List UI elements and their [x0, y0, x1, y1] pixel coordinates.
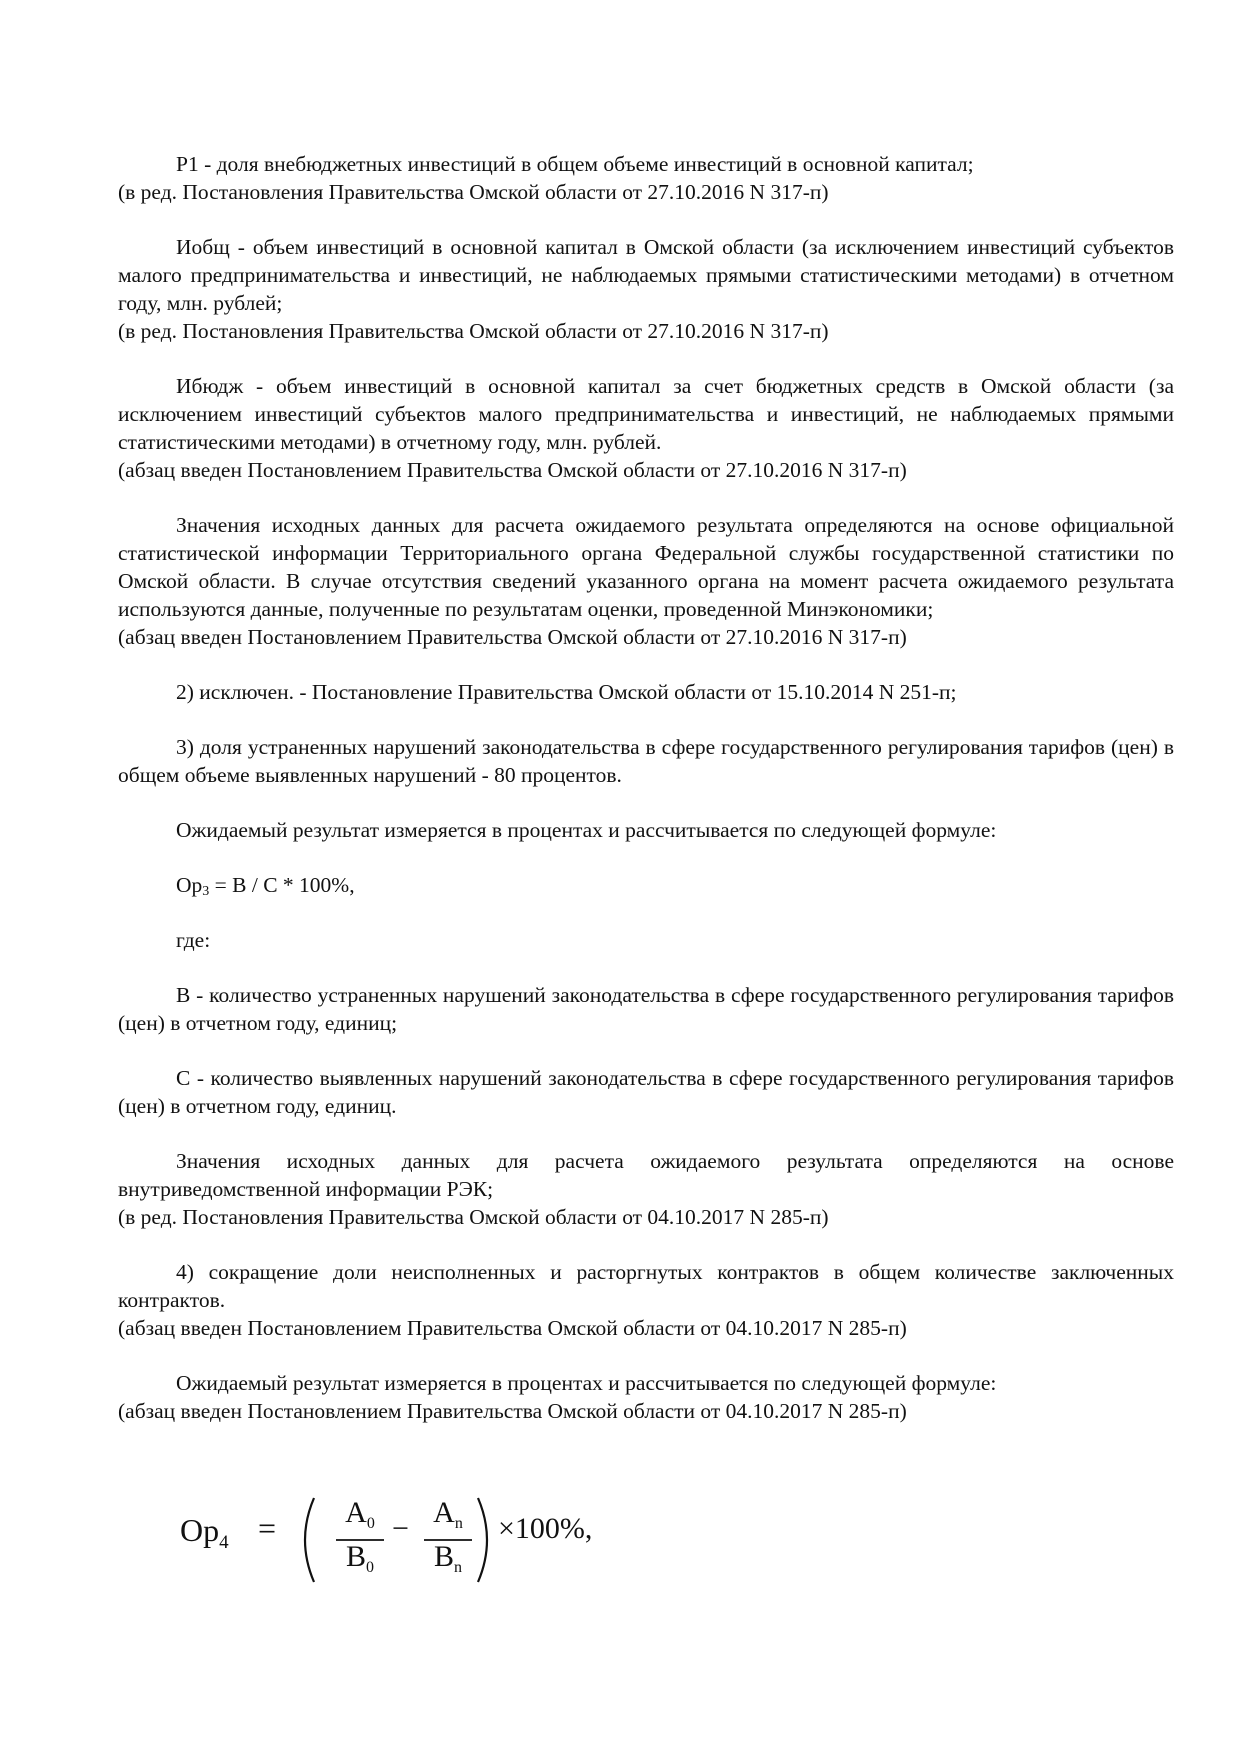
fraction-a0-b0: [338, 1496, 382, 1578]
paragraph-b-definition: В - количество устраненных нарушений законодательства в сфере государственного регулирования тарифов (цен) в отчетном году, единиц;: [118, 983, 1174, 1035]
amendment-note: (в ред. Постановления Правительства Омской области от 04.10.2017 N 285-п): [118, 1205, 829, 1229]
fraction-an-bn: [426, 1496, 470, 1578]
formula-op3-rest: = В / С * 100%,: [209, 873, 355, 897]
formula-op4: [180, 1490, 600, 1590]
amendment-note: (в ред. Постановления Правительства Омской области от 27.10.2016 N 317-п): [118, 180, 829, 204]
paragraph-formula-intro: Ожидаемый результат измеряется в процентах и рассчитывается по следующей формуле:: [176, 818, 997, 842]
fraction-an: [426, 1496, 470, 1534]
num2-sub: n: [454, 1515, 463, 1532]
amendment-note: (абзац введен Постановлением Правительства Омской области от 04.10.2017 N 285-п): [118, 1316, 907, 1340]
formula-tail: ×100%,: [498, 1512, 593, 1545]
num1: А: [345, 1496, 367, 1529]
fraction-bn: [426, 1540, 470, 1578]
right-paren: [478, 1498, 487, 1582]
paragraph-c-definition: С - количество выявленных нарушений законодательства в сфере государственного регулирования тарифов (цен) в отчетном году, единиц.: [118, 1066, 1174, 1118]
amendment-note: (в ред. Постановления Правительства Омской области от 27.10.2016 N 317-п): [118, 319, 829, 343]
formula-op4-lhs-text: Ор: [180, 1512, 220, 1548]
paragraph-where: где:: [176, 928, 211, 952]
den1-sub: 0: [366, 1559, 374, 1576]
den2: В: [433, 1540, 454, 1573]
formula-op3-prefix: Ор: [176, 873, 203, 897]
left-paren: [305, 1498, 314, 1582]
paragraph-source-rek: Значения исходных данных для расчета ожидаемого результата определяются на основе внутриведомственной информации РЭК;: [118, 1149, 1174, 1201]
formula-op4-lhs: [180, 1512, 229, 1561]
fraction-a0: [338, 1496, 382, 1534]
paragraph-formula-intro-2: Ожидаемый результат измеряется в процентах и рассчитывается по следующей формуле:: [176, 1371, 997, 1395]
num1-sub: 0: [366, 1515, 375, 1532]
formula-op4-lhs-sub: 4: [219, 1532, 229, 1553]
paragraph-item-3: 3) доля устраненных нарушений законодательства в сфере государственного регулирования тарифов (цен) в общем объеме выявленных нарушений - 80 процентов.: [118, 735, 1174, 787]
den1: В: [345, 1540, 366, 1573]
formula-op3: [118, 871, 1174, 899]
paragraph-ibudzh: Ибюдж - объем инвестиций в основной капитал за счет бюджетных средств в Омской области (за исключением инвестиций субъектов малого предпринимательства и инвестиций, не наблюдаемых прямыми статистическими методами) в отчетному году, млн. рублей.: [118, 374, 1174, 454]
paragraph-item-2: 2) исключен. - Постановление Правительства Омской области от 15.10.2014 N 251-п;: [176, 680, 957, 704]
amendment-note: (абзац введен Постановлением Правительства Омской области от 27.10.2016 N 317-п): [118, 458, 907, 482]
paragraph-p1: Р1 - доля внебюджетных инвестиций в общем объеме инвестиций в основной капитал;: [176, 152, 974, 176]
num2: А: [433, 1496, 455, 1529]
amendment-note: (абзац введен Постановлением Правительства Омской области от 27.10.2016 N 317-п): [118, 625, 907, 649]
formula-op3-sub: 3: [202, 884, 210, 899]
paragraph-item-4: 4) сокращение доли неисполненных и расторгнутых контрактов в общем количестве заключенных контрактов.: [118, 1260, 1174, 1312]
paragraph-iobsch: Иобщ - объем инвестиций в основной капитал в Омской области (за исключением инвестиций субъектов малого предпринимательства и инвестиций, не наблюдаемых прямыми статистическими методами) в отчетном году, млн. рублей;: [118, 235, 1174, 315]
document-page: [118, 150, 1174, 1425]
den2-sub: n: [454, 1559, 462, 1576]
formula-op4-equals: =: [258, 1510, 277, 1546]
amendment-note: (абзац введен Постановлением Правительства Омской области от 04.10.2017 N 285-п): [118, 1399, 907, 1423]
paragraph-source-data: Значения исходных данных для расчета ожидаемого результата определяются на основе официальной статистической информации Территориального органа Федеральной службы государственной статистики по Омской области. В случае отсутствия сведений указанного органа на момент расчета ожидаемого результата используются данные, полученные по результатам оценки, проведенной Минэкономики;: [118, 513, 1174, 621]
formula-minus: −: [392, 1512, 409, 1545]
fraction-b0: [338, 1540, 382, 1578]
